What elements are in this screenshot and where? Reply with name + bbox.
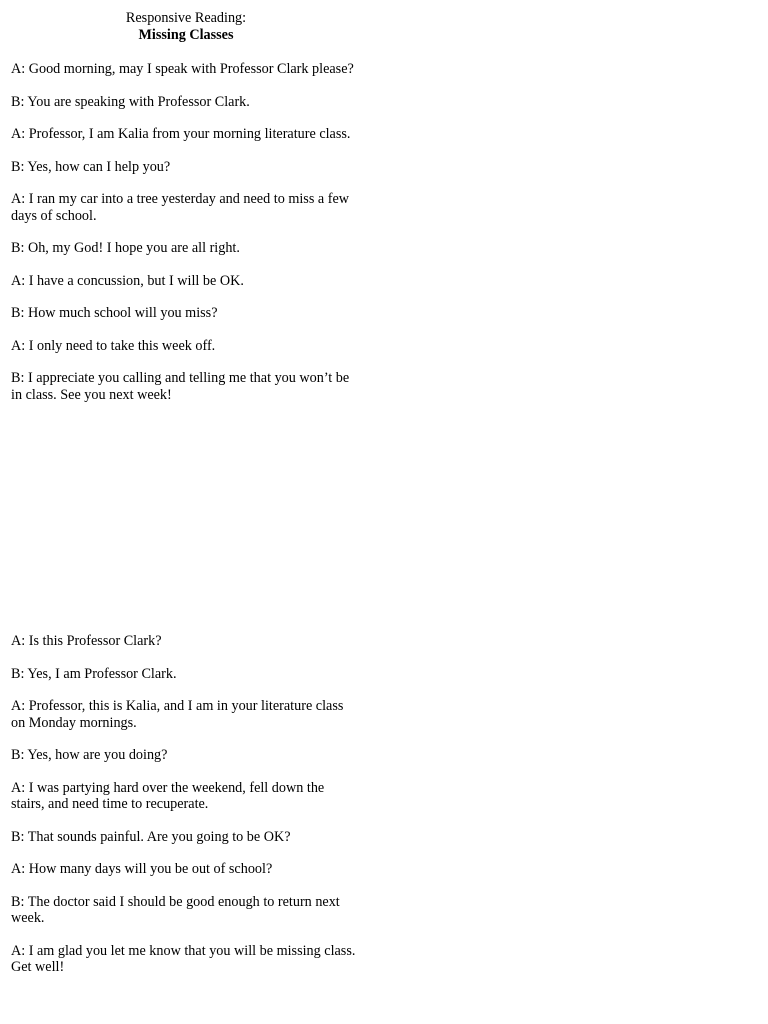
dialogue-line: B: You are speaking with Professor Clark. — [11, 93, 250, 110]
dialogue-line: A: I was partying hard over the weekend, fell down the stairs, and need time to recuperate. — [11, 779, 325, 812]
dialogue-line: B: Yes, I am Professor Clark. — [11, 665, 177, 682]
dialogue-line: A: How many days will you be out of school? — [11, 861, 273, 877]
dialogue-line: B: Yes, how are you doing? — [11, 747, 168, 763]
document-subtitle: Responsive Reading: — [125, 10, 247, 26]
dialogue-line: B: The doctor said I should be good enough to return next week. — [11, 893, 340, 926]
dialogue-line: A: I ran my car into a tree yesterday and need to miss a few days of school. — [11, 191, 350, 224]
dialogue-line: B: That sounds painful. Are you going to be OK? — [11, 828, 291, 845]
dialogue-two — [11, 633, 361, 992]
document-header — [0, 10, 372, 43]
dialogue-one — [11, 61, 361, 419]
dialogue-line: A: Professor, I am Kalia from your morning literature class. — [11, 126, 351, 142]
dialogue-line: B: Yes, how can I help you? — [11, 158, 171, 175]
dialogue-line: A: Professor, this is Kalia, and I am in your literature class on Monday mornings. — [11, 698, 344, 731]
dialogue-line: A: I have a concussion, but I will be OK. — [11, 272, 244, 289]
dialogue-line: B: I appreciate you calling and telling me that you won’t be in class. See you next week! — [11, 370, 350, 403]
dialogue-line: B: How much school will you miss? — [11, 305, 218, 321]
document-title: Missing Classes — [138, 26, 234, 43]
dialogue-line: A: Good morning, may I speak with Professor Clark please? — [11, 61, 354, 77]
dialogue-line: B: Oh, my God! I hope you are all right. — [11, 240, 240, 256]
dialogue-line: A: I only need to take this week off. — [11, 337, 216, 354]
dialogue-line: A: I am glad you let me know that you will be missing class. Get well! — [11, 942, 356, 975]
dialogue-line: A: Is this Professor Clark? — [11, 633, 162, 649]
